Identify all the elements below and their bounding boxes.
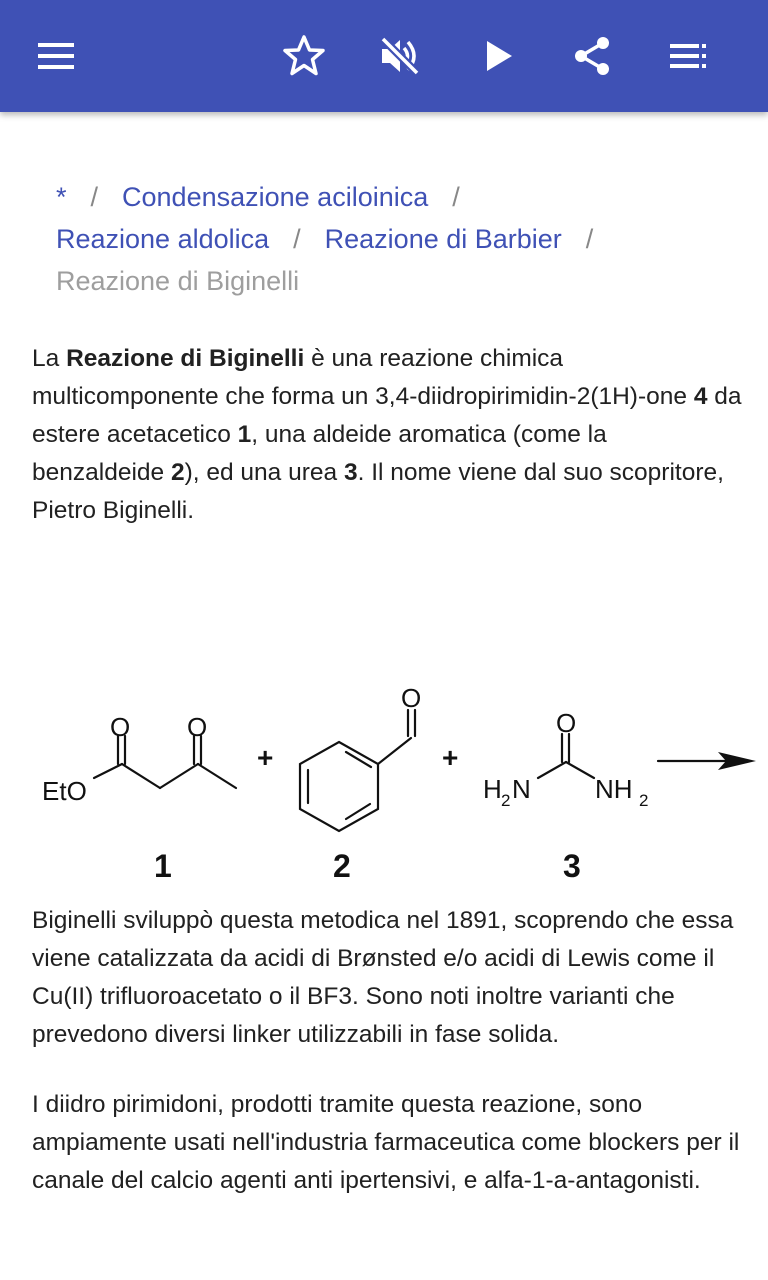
breadcrumb-link-aldolica[interactable]: Reazione aldolica [56,224,270,254]
subscript-label: 2 [639,791,649,810]
text-run: . Il nome viene dal suo scopritore, Pietro Biginelli. [32,459,724,524]
compound-label-1: 1 [154,848,172,884]
plus-sign: + [442,742,459,773]
play-icon [478,36,518,76]
breadcrumb-separator: / [293,224,301,254]
breadcrumb-link-condensazione[interactable]: Condensazione aciloinica [122,182,429,212]
breadcrumb-link-barbier[interactable]: Reazione di Barbier [324,224,562,254]
article-paragraph-history: Biginelli sviluppò questa metodica nel 1891, scoprendo che essa viene catalizzata da acidi di Brønsted e/o acidi di Lewis come il Cu(II) trifluoroacetato o il BF3. Sono noti inoltre varianti che prevedono diversi linker utilizzabili in fase solida. [32,907,734,1048]
amine-h-label: H [483,774,502,804]
oxygen-label: O [401,683,422,713]
breadcrumb-current: Reazione di Biginelli [56,266,300,296]
text-run: , una aldeide aromatica (come la benzaldeide [32,421,607,486]
compound-number: 4 [693,383,708,410]
text-run: La [32,345,67,372]
mute-icon [378,34,422,78]
compound-number: 3 [343,459,358,486]
compound-number: 1 [237,421,252,448]
article-paragraph-intro [32,340,742,530]
compound-label-2: 2 [333,848,351,884]
breadcrumb-separator: / [452,182,460,212]
breadcrumb [56,176,746,302]
compound-label-3: 3 [563,848,581,884]
star-icon [282,34,326,78]
mute-button[interactable] [360,16,440,96]
list-icon [668,36,708,76]
play-button[interactable] [458,16,538,96]
plus-sign: + [257,742,274,773]
share-icon [570,34,614,78]
oxygen-label: O [187,712,208,742]
breadcrumb-separator: / [585,224,594,254]
menu-button[interactable] [16,16,96,96]
oxygen-label: O [110,712,131,742]
article-paragraph-applications: I diidro pirimidoni, prodotti tramite questa reazione, sono ampiamente usati nell'industria farmaceutica come blockers per il canale del calcio agenti anti ipertensivi, e alfa-1-a-antagonisti. [32,1091,740,1194]
breadcrumb-home-link[interactable]: * [56,182,67,212]
text-run: da estere acetacetico [32,383,742,448]
oxygen-label: O [556,708,577,738]
breadcrumb-separator: / [90,182,99,212]
menu-icon [36,36,76,76]
bold-term: Reazione di Biginelli [66,345,305,372]
app-toolbar [0,0,768,112]
compound-number: 2 [170,459,185,486]
text-run: è una reazione chimica multicomponente che forma un 3,4-diidropirimidin-2(1H)-one [32,345,694,410]
favorite-button[interactable] [264,16,344,96]
text-run: ), ed una urea [184,459,344,486]
reaction-scheme-image [30,670,768,895]
eto-label: EtO [42,776,87,806]
contents-button[interactable] [648,16,728,96]
amine-n-label: N [512,774,531,804]
amine-right-label: NH [595,774,633,804]
share-button[interactable] [552,16,632,96]
subscript-label: 2 [501,791,511,810]
